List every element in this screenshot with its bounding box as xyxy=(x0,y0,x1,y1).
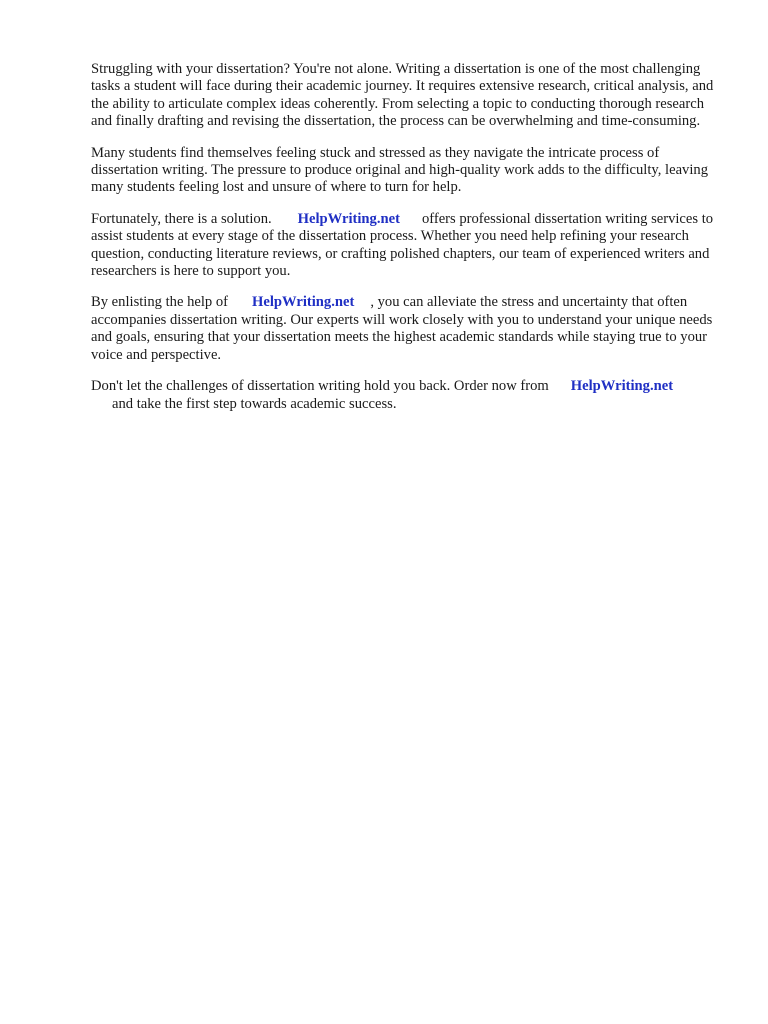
paragraph-solution-rest: offers professional dissertation writing services to assist students at every stage of the dissertation process. Whether you need help refining your research question, conducting literature reviews, or crafting polished chapters, our team of experienced writers and researchers is here to support you. xyxy=(91,210,714,280)
paragraph-enlist xyxy=(91,294,715,364)
paragraph-enlist-rest: , you can alleviate the stress and uncertainty that often accompanies dissertation writing. Our experts will work closely with you to understand your unique needs and goals, ensuring that your dissertation meets the highest academic standards while staying true to your voice and perspective. xyxy=(91,294,713,363)
helpwriting-link-1[interactable]: HelpWriting.net xyxy=(297,210,400,227)
helpwriting-link-2[interactable]: HelpWriting.net xyxy=(252,294,355,311)
paragraph-order-lead: Don't let the challenges of dissertation writing hold you back. Order now from xyxy=(91,378,549,395)
paragraph-order-rest: and take the first step towards academic success. xyxy=(112,395,397,412)
paragraph-struggle: Many students find themselves feeling stuck and stressed as they navigate the intricate process of dissertation writing. The pressure to produce original and high-quality work adds to the difficulty, leaving many students feeling lost and unsure of where to turn for help. xyxy=(91,144,708,196)
paragraph-solution-lead: Fortunately, there is a solution. xyxy=(91,210,272,227)
paragraph-solution xyxy=(91,211,715,281)
paragraph-enlist-lead: By enlisting the help of xyxy=(91,294,229,311)
paragraph-order xyxy=(91,378,721,413)
paragraph-intro: Struggling with your dissertation? You're not alone. Writing a dissertation is one of the most challenging tasks a student will face during their academic journey. It requires extensive research, critical analysis, and the ability to articulate complex ideas coherently. From selecting a topic to conducting thorough research and finally drafting and revising the dissertation, the process can be overwhelming and time-consuming. xyxy=(91,61,714,130)
helpwriting-link-3[interactable]: HelpWriting.net xyxy=(570,378,674,395)
